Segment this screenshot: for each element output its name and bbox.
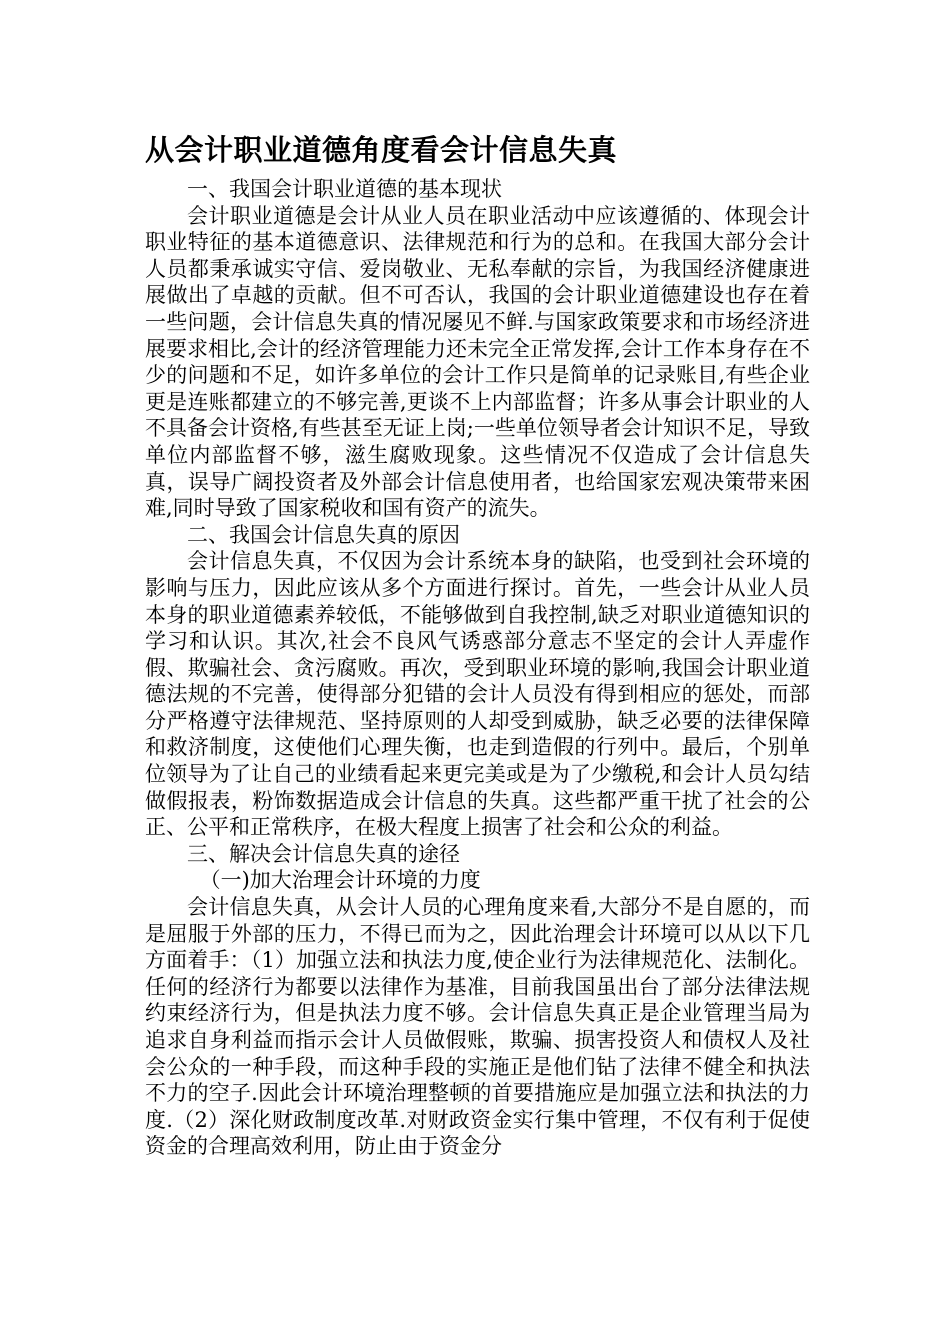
paragraph: 会计职业道德是会计从业人员在职业活动中应该遵循的、体现会计职业特征的基本道德意识、法律规范和行为的总和。在我国大部分会计人员都秉承诚实守信、爱岗敬业、无私奉献的宗旨，为我国经济健康进展做出了卓越的贡献。但不可否认，我国的会计职业道德建设也存在着一些问题，会计信息失真的情况屡见不鲜.与国家政策要求和市场经济进展要求相比,会计的经济管理能力还未完全正常发挥,会计工作本身存在不少的问题和不足，如许多单位的会计工作只是简单的记录账目,有些企业更是连账都建立的不够完善,更谈不上内部监督；许多从事会计职业的人不具备会计资格,有些甚至无证上岗;一些单位领导者会计知识不足，导致单位内部监督不够，滋生腐败现象。这些情况不仅造成了会计信息失真，误导广阔投资者及外部会计信息使用者，也给国家宏观决策带来困难,同时导致了国家税收和国有资产的流失。 <box>145 203 810 521</box>
subsection-heading: （一)加大治理会计环境的力度 <box>199 868 481 893</box>
paragraph: 会计信息失真，不仅因为会计系统本身的缺陷，也受到社会环境的影响与压力，因此应该从多个方面进行探讨。首先，一些会计从业人员本身的职业道德素养较低，不能够做到自我控制,缺乏对职业道德知识的学习和认识。其次,社会不良风气诱惑部分意志不坚定的会计人弄虚作假、欺骗社会、贪污腐败。再次，受到职业环境的影响,我国会计职业道德法规的不完善，使得部分犯错的会计人员没有得到相应的惩处，而部分严格遵守法律规范、坚持原则的人却受到威胁，缺乏必要的法律保障和救济制度，这使他们心理失衡，也走到造假的行列中。最后，个别单位领导为了让自己的业绩看起来更完美或是为了少缴税,和会计人员勾结做假报表，粉饰数据造成会计信息的失真。这些都严重干扰了社会的公正、公平和正常秩序，在极大程度上损害了社会和公众的利益。 <box>145 549 810 840</box>
document-body <box>145 176 810 1160</box>
section-heading: 三、解决会计信息失真的途径 <box>187 841 460 866</box>
section-heading: 一、我国会计职业道德的基本现状 <box>187 177 502 201</box>
paragraph: 会计信息失真，从会计人员的心理角度来看,大部分不是自愿的，而是屈服于外部的压力，不得已而为之，因此治理会计环境可以从以下几方面着手：（1）加强立法和执法力度,使企业行为法律规范化、法制化。任何的经济行为都要以法律作为基准，目前我国虽出台了部分法律法规约束经济行为，但是执法力度不够。会计信息失真正是企业管理当局为追求自身利益而指示会计人员做假账，欺骗、损害投资人和债权人及社会公众的一种手段，而这种手段的实施正是他们钻了法律不健全和执法不力的空子.因此会计环境治理整顿的首要措施应是加强立法和执法的力度.（2）深化财政制度改革.对财政资金实行集中管理，不仅有利于促使资金的合理高效利用，防止由于资金分 <box>145 895 810 1159</box>
document-title: 从会计职业道德角度看会计信息失真 <box>145 133 618 167</box>
section-heading: 二、我国会计信息失真的原因 <box>187 522 460 547</box>
